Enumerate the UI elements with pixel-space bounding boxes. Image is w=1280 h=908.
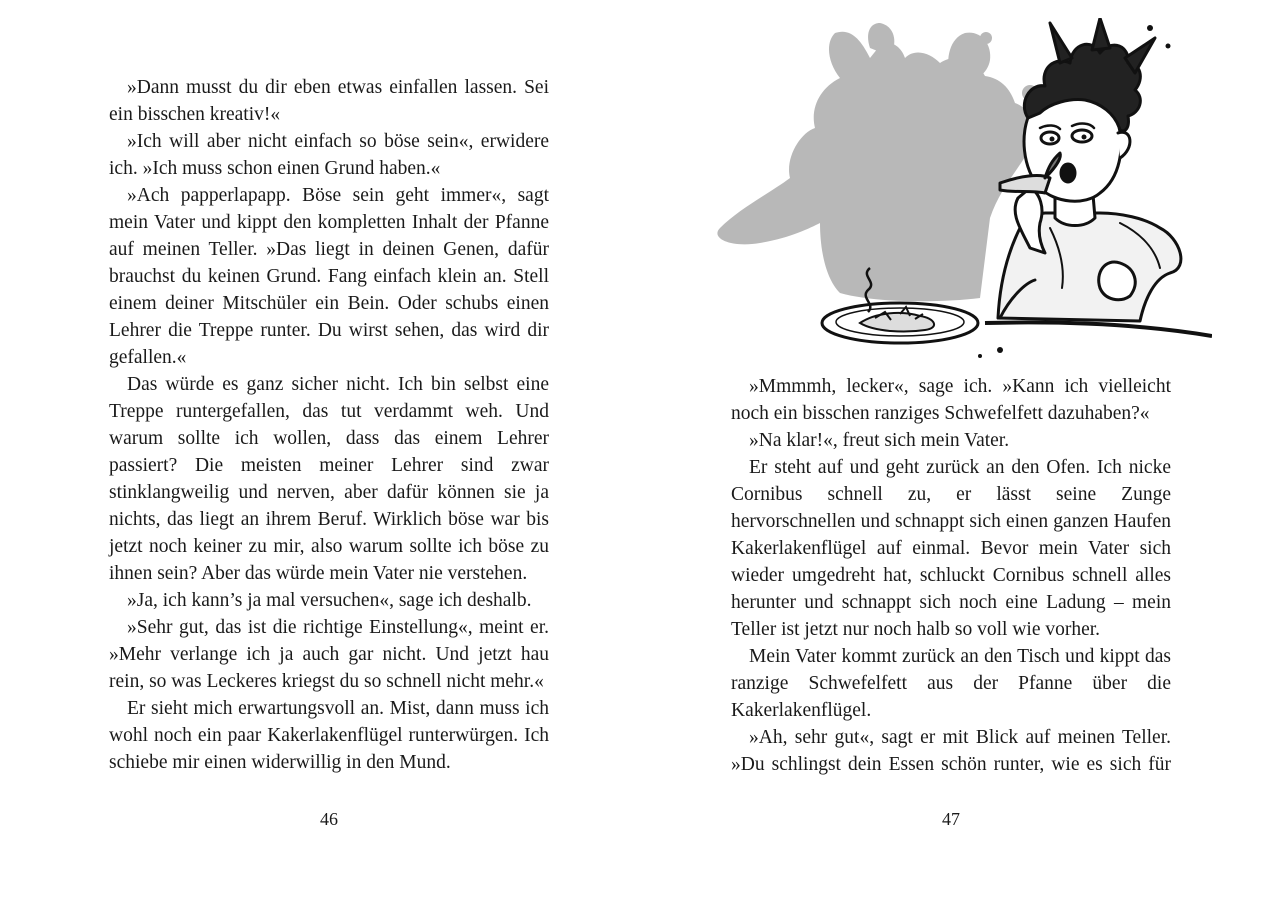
paragraph: »Sehr gut, das ist die richtige Einstellung«, meint er. »Mehr verlange ich ja auch gar nicht. Und jetzt hau rein, so was Leckeres kriegst du so schnell nicht mehr.« [109,617,549,692]
paragraph: »Ja, ich kann’s ja mal versuchen«, sage ich deshalb. [127,590,532,611]
paragraph: »Ach papperlapapp. Böse sein geht immer«, sagt mein Vater und kippt den kompletten Inhalt der Pfanne auf meinen Teller. »Das liegt in deinen Genen, dafür brauchst du keinen Grund. Fang einfach klein an. Stell einem deiner Mitschüler ein Bein. Oder schubs einen Lehrer die Treppe runter. Du wirst sehen, das wird dir gefallen.« [109,185,549,368]
page-number: 46 [320,809,338,829]
paragraph: »Ah, sehr gut«, sagt er mit Blick auf meinen Teller. »Du schlingst dein Essen schön runter, wie es sich für [731,727,1171,775]
paragraph: »Ich will aber nicht einfach so böse sein«, erwidere ich. »Ich muss schon einen Grund haben.« [109,131,549,179]
paragraph: Das würde es ganz sicher nicht. Ich bin selbst eine Treppe runtergefallen, das tut verdammt weh. Und warum sollte ich wollen, dass das einem Lehrer passiert? Die meisten meiner Lehrer sind zwar stinklangweilig und nerven, aber dafür können sie ja nichts, das liegt an ihrem Beruf. Wirklich böse war bis jetzt noch keiner zu mir, also warum sollte ich böse zu ihnen sein? Aber das würde mein Vater nie verstehen. [109,374,549,584]
table-edge [985,322,1212,336]
boy-figure [998,18,1181,321]
page-number: 47 [942,809,960,829]
paragraph: »Dann musst du dir eben etwas einfallen lassen. Sei ein bisschen kreativ!« [109,77,549,125]
left-page-text [109,74,549,776]
demon-shadow-icon [717,23,1038,301]
paragraph: Er steht auf und geht zurück an den Ofen. Ich nicke Cornibus schnell zu, er lässt seine Zunge hervorschnellen und schnappt sich einen ganzen Haufen Kakerlakenflügel auf einmal. Bevor mein Vater sich wieder umgedreht hat, schluckt Cornibus schnell alles herunter und schnappt sich noch eine Ladung – mein Teller ist jetzt nur noch halb so voll wie vorher. [731,457,1171,640]
right-page-text [731,373,1171,778]
paragraph: Er sieht mich erwartungsvoll an. Mist, dann muss ich wohl noch ein paar Kakerlakenflügel runterwürgen. Ich schiebe mir einen widerwillig in den Mund. [109,698,549,773]
boy-eating-cockroach-wings-illustration [700,18,1212,363]
paragraph: »Na klar!«, freut sich mein Vater. [749,430,1010,451]
paragraph: Mein Vater kommt zurück an den Tisch und kippt das ranzige Schwefelfett aus der Pfanne über die Kakerlakenflügel. [731,646,1171,721]
right-page [640,0,1280,908]
paragraph: »Mmmmh, lecker«, sage ich. »Kann ich vielleicht noch ein bisschen ranziges Schwefelfett dazuhaben?« [731,376,1171,424]
